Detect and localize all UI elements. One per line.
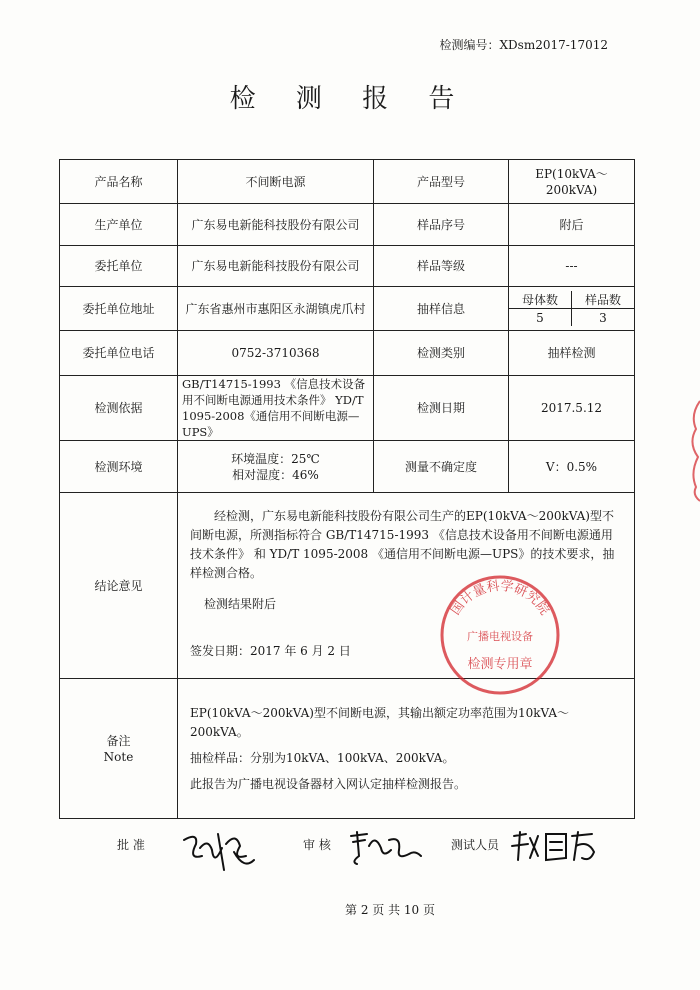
test-date-label: 检测日期 (374, 376, 509, 441)
product-name-value: 不间断电源 (178, 160, 374, 204)
table-row (60, 441, 635, 493)
sample-no-label: 样品序号 (374, 204, 509, 246)
sample-no-value: 附后 (509, 204, 635, 246)
signature-row (0, 826, 700, 876)
base-count-value: 5 (509, 309, 572, 327)
remarks-label-cell (60, 679, 178, 819)
remarks-label: 备注 (106, 733, 131, 748)
tester-label: 测试人员 (451, 838, 500, 852)
client-address-value: 广东省惠州市惠阳区永湖镇虎爪村 (178, 287, 374, 331)
sample-grade-label: 样品等级 (374, 246, 509, 287)
product-name-label: 产品名称 (60, 160, 178, 204)
client-value: 广东易电新能科技股份有限公司 (178, 246, 374, 287)
remarks-line-2: 抽检样品：分别为10kVA、100kVA、200kVA。 (190, 750, 455, 765)
stamp-arc-text: 国计量科学研究院 (448, 578, 552, 619)
remarks-line-3: 此报告为广播电视设备器材入网认定抽样检测报告。 (190, 776, 467, 791)
table-row (60, 493, 635, 679)
base-count-label: 母体数 (509, 291, 572, 309)
table-row (60, 679, 635, 819)
conclusion-attachment: 检测结果附后 (204, 597, 277, 611)
review-label: 审 核 (303, 838, 331, 852)
seal-edge-mark (686, 395, 700, 505)
uncertainty-label: 测量不确定度 (374, 441, 509, 493)
approve-label: 批 准 (117, 838, 145, 852)
table-row (60, 287, 635, 331)
conclusion-text: 经检测，广东易电新能科技股份有限公司生产的EP(10kVA～200kVA)型不间断电源，所测指标符合 GB/T14715-1993 《信息技术设备用不间断电源通用技术条件》 和 YD/T 1095-2008 《通信用不间断电源—UPS》的技术要求，抽样检测合格。 (190, 509, 615, 580)
table-row (60, 204, 635, 246)
conclusion-cell (178, 493, 635, 679)
test-basis-value: GB/T14715-1993 《信息技术设备用不间断电源通用技术条件》 YD/T 1095-2008《通信用不间断电源—UPS》 (178, 376, 374, 441)
client-label: 委托单位 (60, 246, 178, 287)
test-category-label: 检测类别 (374, 331, 509, 376)
manufacturer-value: 广东易电新能科技股份有限公司 (178, 204, 374, 246)
report-title: 检 测 报 告 (229, 84, 471, 114)
client-phone-label: 委托单位电话 (60, 331, 178, 376)
client-phone-value: 0752-3710368 (178, 331, 374, 376)
client-address-label: 委托单位地址 (60, 287, 178, 331)
environment-value (178, 441, 374, 493)
approve-signature (178, 826, 258, 874)
uncertainty-value: V：0.5% (509, 441, 635, 493)
conclusion-label: 结论意见 (60, 493, 178, 679)
table-row (60, 376, 635, 441)
sample-count-label: 样品数 (572, 291, 635, 309)
sampling-info-label: 抽样信息 (374, 287, 509, 331)
test-basis-label: 检测依据 (60, 376, 178, 441)
product-model-label: 产品型号 (374, 160, 509, 204)
sampling-subtable (509, 291, 634, 326)
remarks-line-1: EP(10kVA～200kVA)型不间断电源，其输出额定功率范围为10kVA～200kVA。 (190, 705, 570, 739)
sample-grade-value: --- (509, 246, 635, 287)
environment-label: 检测环境 (60, 441, 178, 493)
humidity-value: 相对湿度：46% (232, 467, 319, 482)
test-category-value: 抽样检测 (509, 331, 635, 376)
product-model-value: EP(10kVA～200kVA) (509, 160, 635, 204)
table-row (60, 160, 635, 204)
sampling-info-cell (509, 287, 635, 331)
issue-date: 签发日期：2017 年 6 月 2 日 (190, 644, 351, 658)
table-row (60, 331, 635, 376)
temperature-value: 环境温度：25℃ (231, 451, 320, 466)
stamp-text-2: 广播电视设备 (467, 630, 533, 643)
test-date-value: 2017.5.12 (509, 376, 635, 441)
sample-count-value: 3 (572, 309, 635, 327)
remarks-label-en: Note (103, 749, 134, 764)
table-row (60, 246, 635, 287)
report-table (59, 159, 635, 819)
page-number: 第 2 页 共 10 页 (345, 903, 435, 917)
remarks-cell (178, 679, 635, 819)
manufacturer-label: 生产单位 (60, 204, 178, 246)
tester-signature (508, 826, 600, 868)
stamp-text-3: 检测专用章 (467, 657, 533, 672)
review-signature (345, 826, 425, 870)
report-number: 检测编号：XDsm2017-17012 (439, 38, 608, 52)
